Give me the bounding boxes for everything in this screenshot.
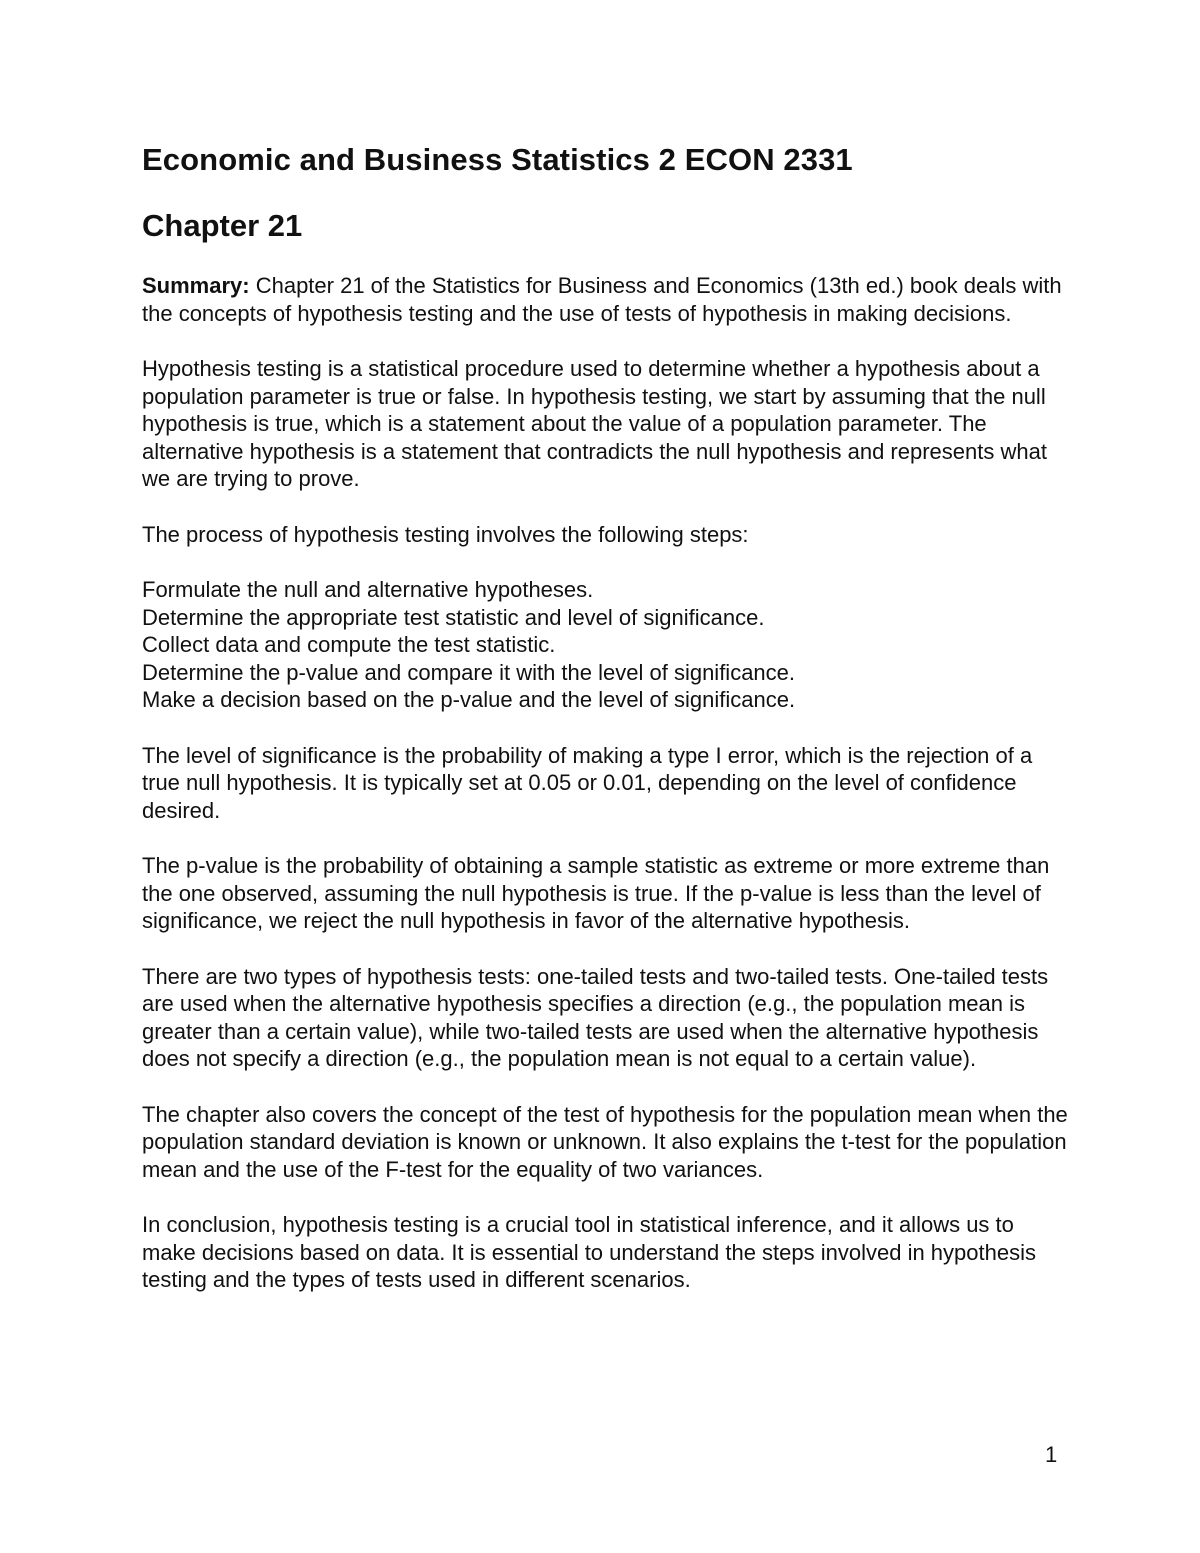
- paragraph-test-types: There are two types of hypothesis tests: one-tailed tests and two-tailed tests. One-tailed tests are used when the alternative hypothesis specifies a direction (e.g., the population mean is greater than a certain value), while two-tailed tests are used when the alternative hypothesis does not specify a direction (e.g., the population mean is not equal to a certain value).: [142, 963, 1049, 1071]
- paragraph-process-intro: The process of hypothesis testing involves the following steps:: [142, 521, 749, 547]
- paragraph-hypothesis-testing: Hypothesis testing is a statistical procedure used to determine whether a hypothesis about a population parameter is true or false. In hypothesis testing, we start by assuming that the null hypothesis is true, which is a statement about the value of a population parameter. The alternative hypothesis is a statement that contradicts the null hypothesis and represents what we are trying to prove.: [142, 356, 1047, 491]
- step-item: Determine the p-value and compare it with the level of significance.: [142, 659, 796, 685]
- step-item: Make a decision based on the p-value and the level of significance.: [142, 687, 796, 712]
- summary-label: Summary:: [142, 273, 250, 298]
- step-item: Determine the appropriate test statistic and level of significance.: [142, 604, 765, 630]
- chapter-heading: Chapter 21: [142, 208, 303, 243]
- summary-text: Chapter 21 of the Statistics for Business and Economics (13th ed.) book deals with the concepts of hypothesis testing and the use of tests of hypothesis in making decisions.: [142, 273, 1062, 326]
- summary-paragraph: [142, 272, 1072, 327]
- step-item: Formulate the null and alternative hypotheses.: [142, 577, 594, 602]
- document-content: [142, 138, 1072, 1294]
- page-number: 1: [1045, 1442, 1058, 1467]
- paragraph-conclusion: In conclusion, hypothesis testing is a crucial tool in statistical inference, and it allows us to make decisions based on data. It is essential to understand the steps involved in hypothesis testing and the types of tests used in different scenarios.: [142, 1212, 1036, 1292]
- paragraph-p-value: The p-value is the probability of obtaining a sample statistic as extreme or more extreme than the one observed, assuming the null hypothesis is true. If the p-value is less than the level of significance, we reject the null hypothesis in favor of the alternative hypothesis.: [142, 853, 1050, 933]
- paragraph-level-of-significance: The level of significance is the probability of making a type I error, which is the rejection of a true null hypothesis. It is typically set at 0.05 or 0.01, depending on the level of confidence desired.: [142, 742, 1033, 823]
- steps-list: [142, 576, 1072, 714]
- step-item: Collect data and compute the test statistic.: [142, 632, 556, 657]
- document-title: Economic and Business Statistics 2 ECON 2331: [142, 142, 853, 177]
- paragraph-chapter-coverage: The chapter also covers the concept of the test of hypothesis for the population mean when the population standard deviation is known or unknown. It also explains the t-test for the population mean and the use of the F-test for the equality of two variances.: [142, 1101, 1068, 1182]
